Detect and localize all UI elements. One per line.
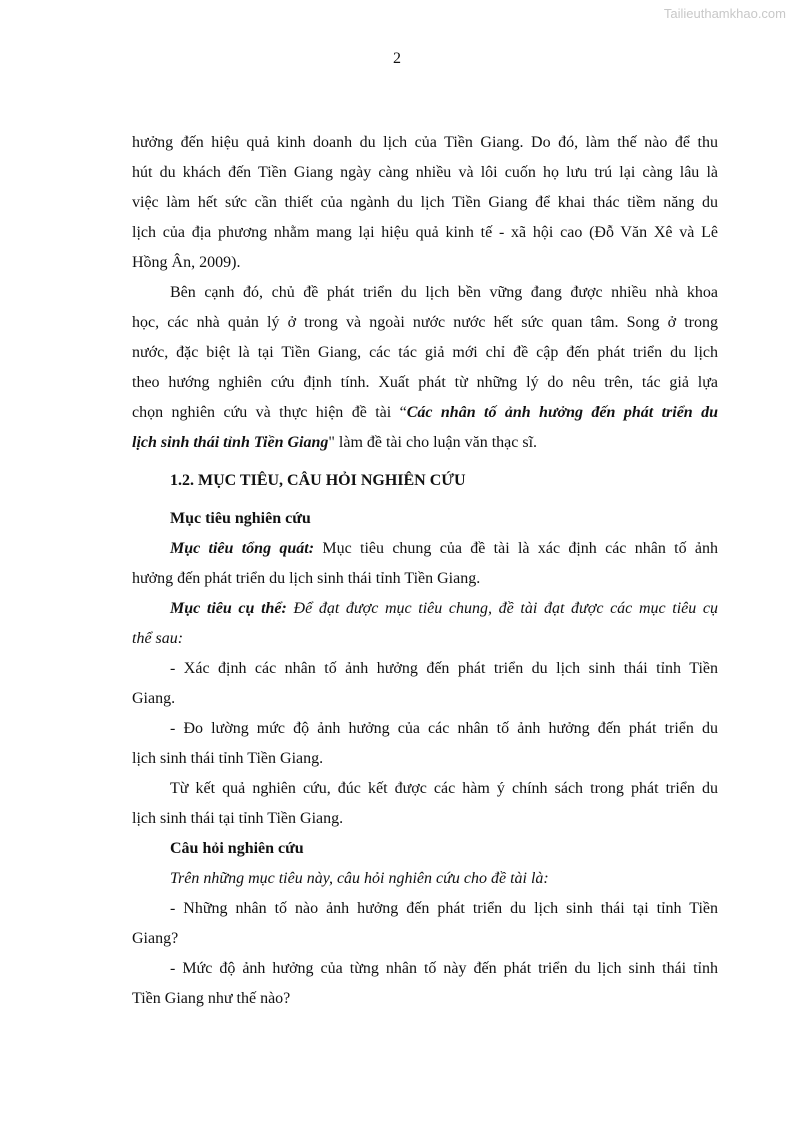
text-run: chọn nghiên cứu và thực hiện đề tài “ bbox=[132, 404, 407, 421]
list-item-question-1 bbox=[132, 894, 718, 954]
text-line bbox=[132, 594, 718, 624]
text-line: lịch sinh thái tỉnh Tiền Giang. bbox=[132, 750, 324, 767]
text-run: Mục tiêu chung của đề tài là xác định các nhân tố ảnh bbox=[314, 540, 718, 557]
document-body bbox=[132, 128, 718, 1014]
label-general-objective: Mục tiêu tổng quát: bbox=[170, 540, 315, 557]
text-line: theo hướng nghiên cứu định tính. Xuất phát từ những lý do nêu trên, tác giả lựa bbox=[132, 374, 718, 391]
subheading-questions: Câu hỏi nghiên cứu bbox=[170, 840, 304, 857]
text-line bbox=[132, 398, 718, 428]
text-line: học, các nhà quản lý ở trong và ngoài nước nước hết sức quan tâm. Song ở trong bbox=[132, 314, 718, 331]
text-line: lịch sinh thái tại tỉnh Tiền Giang. bbox=[132, 810, 344, 827]
text-line: thể sau: bbox=[132, 630, 184, 647]
label-specific-objective: Mục tiêu cụ thể: bbox=[170, 600, 287, 617]
text-line: - Xác định các nhân tố ảnh hưởng đến phát triển du lịch sinh thái tỉnh Tiền bbox=[170, 660, 718, 677]
section-heading: 1.2. MỤC TIÊU, CÂU HỎI NGHIÊN CỨU bbox=[170, 472, 466, 489]
paragraph-specific-objective bbox=[132, 594, 718, 654]
text-line: Bên cạnh đó, chủ đề phát triển du lịch bền vững đang được nhiều nhà khoa bbox=[170, 284, 718, 301]
text-line: Từ kết quả nghiên cứu, đúc kết được các hàm ý chính sách trong phát triển du bbox=[170, 780, 718, 797]
subheading-objectives: Mục tiêu nghiên cứu bbox=[170, 510, 311, 527]
text-line: Hồng Ân, 2009). bbox=[132, 254, 241, 271]
paragraph-intro-continued bbox=[132, 128, 718, 278]
text-run: Để đạt được mục tiêu chung, đề tài đạt được các mục tiêu cụ bbox=[286, 600, 718, 617]
thesis-title: Các nhân tố ảnh hưởng đến phát triển du bbox=[406, 404, 718, 421]
watermark: Tailieuthamkhao.com bbox=[663, 6, 786, 21]
text-line: lịch của địa phương nhằm mang lại hiệu quả kinh tế - xã hội cao (Đỗ Văn Xê và Lê bbox=[132, 224, 718, 241]
paragraph-questions-intro: Trên những mục tiêu này, câu hỏi nghiên cứu cho đề tài là: bbox=[170, 870, 549, 887]
paragraph-general-objective bbox=[132, 534, 718, 594]
text-line: Tiền Giang như thế nào? bbox=[132, 990, 291, 1007]
text-line: hút du khách đến Tiền Giang ngày càng nhiều và lôi cuốn họ lưu trú lại càng lâu là bbox=[132, 164, 718, 181]
text-run: " làm đề tài cho luận văn thạc sĩ. bbox=[328, 434, 538, 451]
text-line: Giang? bbox=[132, 930, 179, 947]
paragraph-policy-implications bbox=[132, 774, 718, 834]
text-line: - Đo lường mức độ ảnh hưởng của các nhân tố ảnh hưởng đến phát triển du bbox=[170, 720, 718, 737]
list-item-objective-2 bbox=[132, 714, 718, 774]
text-line bbox=[132, 428, 718, 458]
text-line: hưởng đến hiệu quả kinh doanh du lịch của Tiền Giang. Do đó, làm thế nào để thu bbox=[132, 134, 718, 151]
text-line: nước, đặc biệt là tại Tiền Giang, các tác giả mới chỉ đề cập đến phát triển du lịch bbox=[132, 344, 718, 361]
paragraph-rationale bbox=[132, 278, 718, 458]
text-line: - Mức độ ảnh hưởng của từng nhân tố này đến phát triển du lịch sinh thái tỉnh bbox=[170, 960, 718, 977]
page-number: 2 bbox=[393, 50, 401, 67]
text-line: hưởng đến phát triển du lịch sinh thái tỉnh Tiền Giang. bbox=[132, 570, 481, 587]
text-line bbox=[132, 534, 718, 564]
text-line: việc làm hết sức cần thiết của ngành du lịch Tiền Giang để khai thác tiềm năng du bbox=[132, 194, 718, 211]
list-item-objective-1 bbox=[132, 654, 718, 714]
list-item-question-2 bbox=[132, 954, 718, 1014]
thesis-title: lịch sinh thái tỉnh Tiền Giang bbox=[132, 434, 329, 451]
text-line: Giang. bbox=[132, 690, 176, 707]
text-line: - Những nhân tố nào ảnh hưởng đến phát triển du lịch sinh thái tại tỉnh Tiền bbox=[170, 900, 718, 917]
